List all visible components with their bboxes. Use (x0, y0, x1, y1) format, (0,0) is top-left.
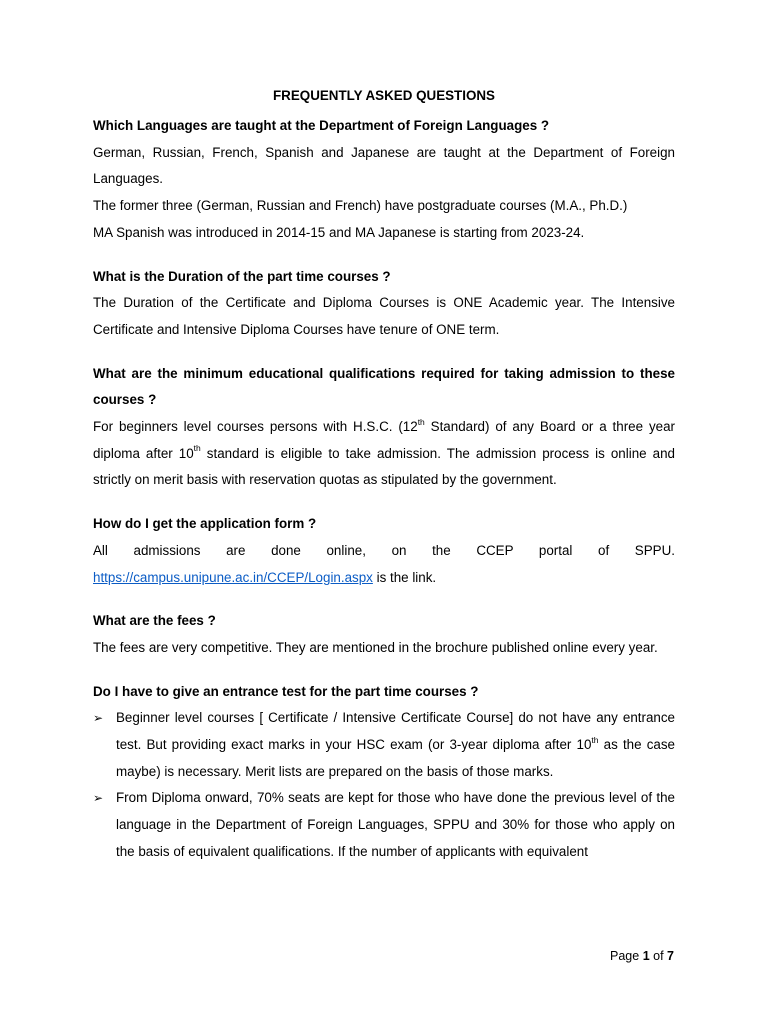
document-body (93, 86, 675, 866)
current-page-number: 1 (642, 949, 650, 963)
section-spacer (93, 591, 675, 608)
section-spacer (93, 494, 675, 511)
list-item-text: as the case maybe) is necessary. Merit lists are prepared on the basis of those marks. (116, 737, 675, 779)
section-spacer (93, 662, 675, 679)
faq-question-application-form: How do I get the application form ? (93, 516, 317, 532)
answer-text: For beginners level courses persons with H.S.C. (12 (93, 419, 418, 435)
faq-question-languages: Which Languages are taught at the Department of Foreign Languages ? (93, 118, 550, 133)
faq-question-qualifications: What are the minimum educational qualifications required for taking admission to these courses ? (93, 365, 675, 408)
answer-text: standard is eligible to take admission. The admission process is online and strictly on merit basis with reservation quotas as stipulated by the government. (93, 445, 675, 488)
ccep-portal-link[interactable]: https://campus.unipune.ac.in/CCEP/Login.aspx (93, 569, 373, 585)
answer-text: Standard) of any Board or a three year diploma after 10 (93, 419, 675, 461)
entrance-test-bullet-list (93, 705, 675, 865)
answer-text: is the link. (372, 569, 437, 585)
of-word: of (653, 949, 664, 963)
ordinal-superscript: th (193, 443, 201, 454)
faq-answer-fees: The fees are very competitive. They are mentioned in the brochure published online every year. (93, 639, 658, 655)
total-page-count: 7 (667, 949, 674, 963)
ordinal-superscript: th (591, 734, 599, 745)
list-item (93, 785, 675, 865)
faq-question-fees: What are the fees ? (93, 613, 216, 629)
section-spacer (93, 344, 675, 361)
faq-answer-languages-3: MA Spanish was introduced in 2014-15 and MA Japanese is starting from 2023-24. (93, 224, 585, 240)
list-item-text: Beginner level courses [ Certificate / Intensive Certificate Course] do not have any entrance test. But providing exact marks in your HSC exam (or 3-year diploma after 10 (116, 710, 675, 753)
page-title: FREQUENTLY ASKED QUESTIONS (273, 88, 495, 103)
answer-text: All admissions are done online, on the CCEP portal of SPPU. (93, 542, 675, 558)
page-word: Page (610, 949, 640, 963)
ordinal-superscript: th (417, 416, 425, 427)
page-number-footer (610, 946, 674, 966)
arrow-bullet-icon: ➢ (93, 791, 104, 806)
faq-answer-application-form-link-line (93, 565, 675, 592)
faq-question-entrance-test: Do I have to give an entrance test for the part time courses ? (93, 683, 479, 699)
faq-answer-languages-2: The former three (German, Russian and French) have postgraduate courses (M.A., Ph.D.) (93, 198, 628, 214)
faq-answer-languages-1: German, Russian, French, Spanish and Japanese are taught at the Department of Foreign Languages. (93, 144, 675, 187)
faq-question-duration: What is the Duration of the part time courses ? (93, 268, 391, 284)
list-item-text: From Diploma onward, 70% seats are kept for those who have done the previous level of the language in the Department of Foreign Languages, SPPU and 30% for those who apply on the basis of equivalent qualifications. If the number of applicants with equivalent (116, 790, 675, 859)
faq-answer-qualifications (93, 414, 675, 494)
arrow-bullet-icon: ➢ (93, 711, 104, 726)
faq-answer-application-form (93, 538, 675, 565)
faq-answer-duration: The Duration of the Certificate and Diploma Courses is ONE Academic year. The Intensive Certificate and Intensive Diploma Courses have tenure of ONE term. (93, 295, 675, 337)
list-item (93, 705, 675, 785)
section-spacer (93, 247, 675, 264)
